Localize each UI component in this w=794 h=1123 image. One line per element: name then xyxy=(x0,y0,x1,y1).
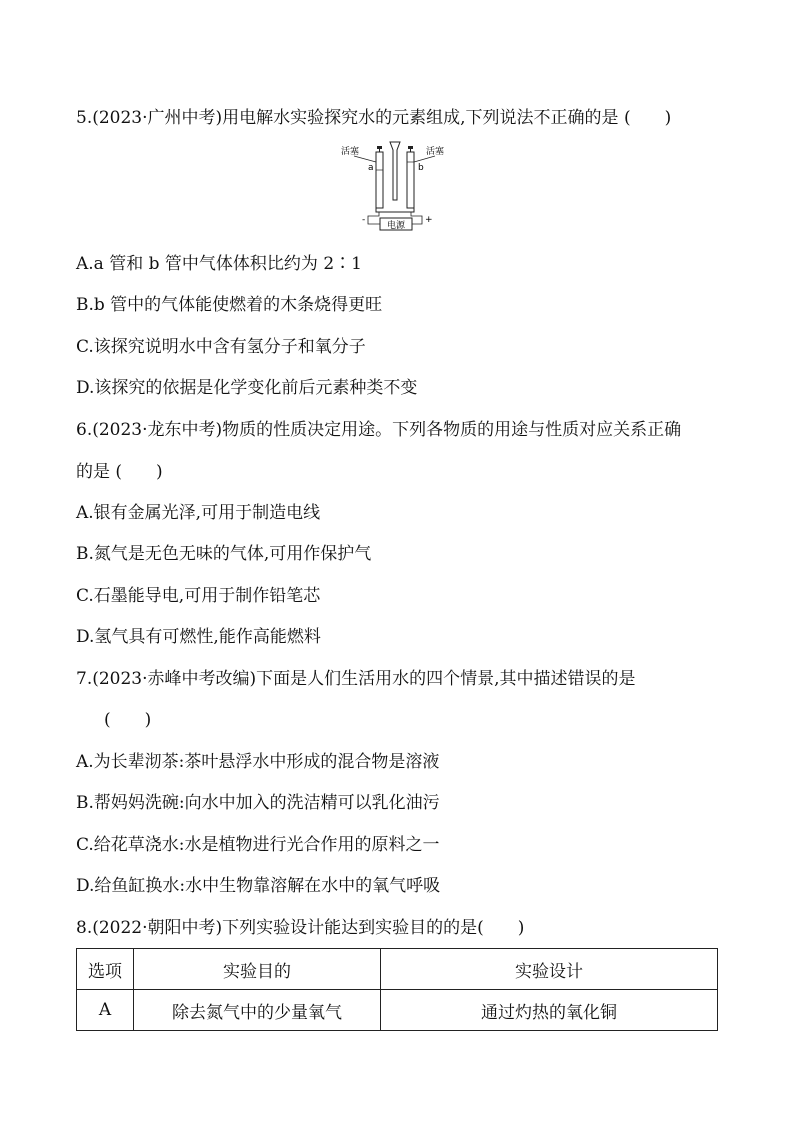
table-header-row xyxy=(77,949,718,990)
plus-sign: + xyxy=(425,215,433,225)
power-label: 电源 xyxy=(386,221,406,231)
header-option: 选项 xyxy=(77,949,134,990)
header-purpose: 实验目的 xyxy=(134,949,381,990)
electrolysis-apparatus-figure xyxy=(340,140,450,232)
cell-design: 通过灼热的氧化铜 xyxy=(381,990,718,1031)
q6-stem-line1: 6.(2023·龙东中考)物质的性质决定用途。下列各物质的用途与性质对应关系正确 xyxy=(76,420,682,440)
q5-option-a: A.a 管和 b 管中气体体积比约为 2∶1 xyxy=(76,254,362,274)
q6-option-a: A.银有金属光泽,可用于制造电线 xyxy=(76,503,321,523)
cell-purpose: 除去氮气中的少量氧气 xyxy=(134,990,381,1031)
q8-table xyxy=(76,948,718,1031)
q7-option-a: A.为长辈沏茶:茶叶悬浮水中形成的混合物是溶液 xyxy=(76,752,440,772)
q5-option-d: D.该探究的依据是化学变化前后元素种类不变 xyxy=(76,378,418,398)
q7-option-b: B.帮妈妈洗碗:向水中加入的洗洁精可以乳化油污 xyxy=(76,793,440,813)
q5-stem: 5.(2023·广州中考)用电解水实验探究水的元素组成,下列说法不正确的是 ( ) xyxy=(76,108,672,128)
tube-b xyxy=(407,152,414,208)
q7-option-c: C.给花草浇水:水是植物进行光合作用的原料之一 xyxy=(76,835,440,855)
tube-a xyxy=(376,152,383,208)
q7-option-d: D.给鱼缸换水:水中生物靠溶解在水中的氧气呼吸 xyxy=(76,876,441,896)
minus-sign: - xyxy=(362,215,366,225)
header-design: 实验设计 xyxy=(381,949,718,990)
q5-option-c: C.该探究说明水中含有氢分子和氧分子 xyxy=(76,337,366,357)
q8-stem: 8.(2022·朝阳中考)下列实验设计能达到实验目的的是( ) xyxy=(76,918,525,938)
valve-left-label: 活塞 xyxy=(341,147,360,157)
valve-right-label: 活塞 xyxy=(426,147,445,157)
q7-stem-line2: ( ) xyxy=(104,710,152,730)
q6-option-d: D.氢气具有可燃性,能作高能燃料 xyxy=(76,627,321,647)
table-row xyxy=(77,990,718,1031)
cell-option: A xyxy=(77,990,134,1031)
q6-stem-line2: 的是 ( ) xyxy=(76,462,163,482)
q7-stem-line1: 7.(2023·赤峰中考改编)下面是人们生活用水的四个情景,其中描述错误的是 xyxy=(76,669,636,689)
tube-a-label: a xyxy=(368,163,374,173)
q6-option-c: C.石墨能导电,可用于制作铅笔芯 xyxy=(76,586,321,606)
tube-b-label: b xyxy=(418,163,424,173)
q6-option-b: B.氮气是无色无味的气体,可用作保护气 xyxy=(76,544,372,564)
q5-option-b: B.b 管中的气体能使燃着的木条烧得更旺 xyxy=(76,295,383,315)
